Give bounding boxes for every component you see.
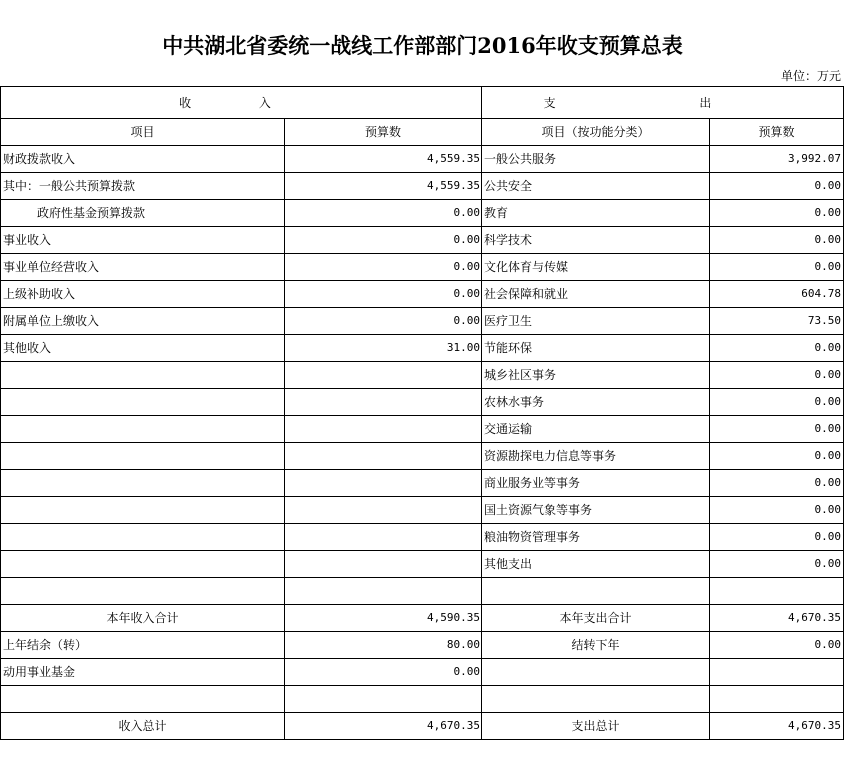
income-item: 财政拨款收入 (1, 146, 285, 173)
expense-item: 医疗卫生 (482, 308, 710, 335)
empty-row (1, 686, 844, 713)
column-header-row (1, 119, 844, 146)
table-row (1, 281, 844, 308)
table-row (1, 416, 844, 443)
expense-grand-total-label: 支出总计 (482, 713, 710, 740)
table-row (1, 146, 844, 173)
income-item (1, 497, 285, 524)
income-value: 0.00 (285, 308, 482, 335)
table-row (1, 389, 844, 416)
income-grand-total-value: 4,670.35 (285, 713, 482, 740)
income-value: 0.00 (285, 227, 482, 254)
page-title: 中共湖北省委统一战线工作部部门2016年收支预算总表 (162, 33, 683, 58)
income-value (285, 551, 482, 578)
expense-item: 商业服务业等事务 (482, 470, 710, 497)
empty-cell (710, 686, 844, 713)
year-expense-total-label: 本年支出合计 (482, 605, 710, 632)
income-value: 4,559.35 (285, 146, 482, 173)
empty-cell (285, 686, 482, 713)
year-total-row (1, 605, 844, 632)
fund-value: 0.00 (285, 659, 482, 686)
income-item (1, 524, 285, 551)
expense-item: 科学技术 (482, 227, 710, 254)
table-header-row (1, 87, 844, 119)
prev-balance-value: 80.00 (285, 632, 482, 659)
income-value: 0.00 (285, 200, 482, 227)
expense-value: 0.00 (710, 227, 844, 254)
expense-item: 教育 (482, 200, 710, 227)
income-item (1, 416, 285, 443)
empty-cell (482, 686, 710, 713)
table-row (1, 470, 844, 497)
expense-item: 文化体育与传媒 (482, 254, 710, 281)
expense-value: 0.00 (710, 551, 844, 578)
expense-item: 农林水事务 (482, 389, 710, 416)
income-item: 其中：一般公共预算拨款 (1, 173, 285, 200)
income-value: 0.00 (285, 254, 482, 281)
unit-label: 单位：万元 (780, 69, 841, 83)
carry-forward-label: 结转下年 (482, 632, 710, 659)
income-value (285, 524, 482, 551)
expense-value: 604.78 (710, 281, 844, 308)
table-row (1, 362, 844, 389)
income-header: 收 入 (1, 87, 482, 119)
expense-value: 0.00 (710, 524, 844, 551)
empty-cell (1, 686, 285, 713)
table-row (1, 200, 844, 227)
income-item: 政府性基金预算拨款 (1, 200, 285, 227)
col-item-func-header: 项目（按功能分类） (482, 119, 710, 146)
expense-value: 0.00 (710, 416, 844, 443)
fund-row (1, 659, 844, 686)
expense-value: 3,992.07 (710, 146, 844, 173)
table-row (1, 551, 844, 578)
expense-value: 0.00 (710, 389, 844, 416)
col-budget2-header: 预算数 (710, 119, 844, 146)
table-row (1, 227, 844, 254)
income-value (285, 470, 482, 497)
expense-item: 社会保障和就业 (482, 281, 710, 308)
table-row (1, 335, 844, 362)
income-value (285, 389, 482, 416)
income-value: 4,559.35 (285, 173, 482, 200)
income-item: 上级补助收入 (1, 281, 285, 308)
expense-item: 资源勘探电力信息等事务 (482, 443, 710, 470)
expense-value: 73.50 (710, 308, 844, 335)
income-item (1, 362, 285, 389)
expense-value: 0.00 (710, 254, 844, 281)
year-expense-total-value: 4,670.35 (710, 605, 844, 632)
income-grand-total-label: 收入总计 (1, 713, 285, 740)
income-item: 其他收入 (1, 335, 285, 362)
carry-forward-value: 0.00 (710, 632, 844, 659)
year-income-total-label: 本年收入合计 (1, 605, 285, 632)
income-value (285, 578, 482, 605)
balance-row (1, 632, 844, 659)
income-value (285, 497, 482, 524)
income-item: 事业单位经营收入 (1, 254, 285, 281)
expense-item: 粮油物资管理事务 (482, 524, 710, 551)
year-income-total-value: 4,590.35 (285, 605, 482, 632)
expense-item: 节能环保 (482, 335, 710, 362)
income-item (1, 551, 285, 578)
col-item-header: 项目 (1, 119, 285, 146)
expense-item: 交通运输 (482, 416, 710, 443)
table-row (1, 173, 844, 200)
income-value (285, 443, 482, 470)
income-value (285, 362, 482, 389)
expense-value: 0.00 (710, 443, 844, 470)
income-item (1, 443, 285, 470)
expense-value: 0.00 (710, 200, 844, 227)
expense-grand-total-value: 4,670.35 (710, 713, 844, 740)
expense-item: 公共安全 (482, 173, 710, 200)
income-item: 事业收入 (1, 227, 285, 254)
expense-value: 0.00 (710, 362, 844, 389)
table-row (1, 443, 844, 470)
expense-value: 0.00 (710, 335, 844, 362)
expense-value: 0.00 (710, 497, 844, 524)
table-row (1, 524, 844, 551)
table-row (1, 308, 844, 335)
table-row (1, 497, 844, 524)
col-budget-header: 预算数 (285, 119, 482, 146)
income-value (285, 416, 482, 443)
expense-item: 城乡社区事务 (482, 362, 710, 389)
fund-label: 动用事业基金 (1, 659, 285, 686)
table-row (1, 254, 844, 281)
income-item (1, 470, 285, 497)
expense-value: 0.00 (710, 470, 844, 497)
expense-item: 一般公共服务 (482, 146, 710, 173)
expense-header: 支 出 (482, 87, 844, 119)
income-value: 0.00 (285, 281, 482, 308)
empty-cell (710, 659, 844, 686)
income-item (1, 578, 285, 605)
expense-item: 国土资源气象等事务 (482, 497, 710, 524)
table-row (1, 578, 844, 605)
budget-table (0, 86, 844, 740)
grand-total-row (1, 713, 844, 740)
prev-balance-label: 上年结余（转） (1, 632, 285, 659)
empty-cell (482, 659, 710, 686)
expense-value (710, 578, 844, 605)
expense-item (482, 578, 710, 605)
income-value: 31.00 (285, 335, 482, 362)
income-item (1, 389, 285, 416)
income-item: 附属单位上缴收入 (1, 308, 285, 335)
expense-item: 其他支出 (482, 551, 710, 578)
expense-value: 0.00 (710, 173, 844, 200)
